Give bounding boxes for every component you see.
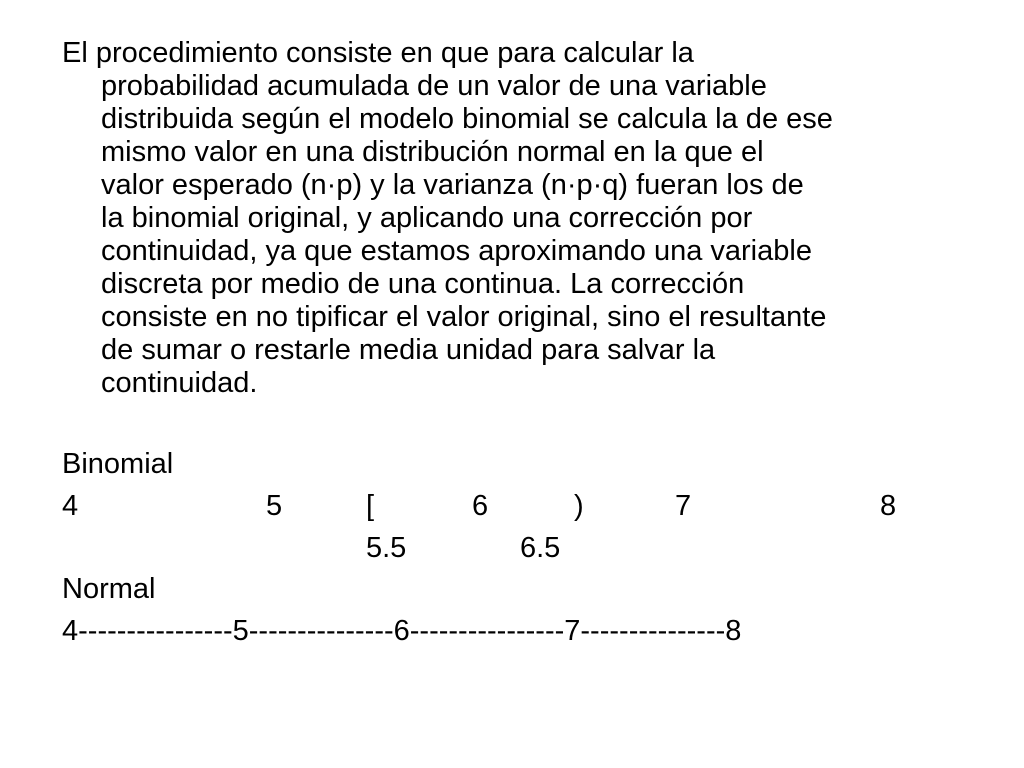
open-bracket: [: [366, 490, 375, 522]
paragraph-line: distribuida según el modelo binomial se calcula la de ese: [101, 103, 833, 135]
close-paren: ): [574, 490, 584, 522]
paragraph-line: de sumar o restarle media unidad para salvar la: [101, 334, 716, 366]
binomial-value: 6: [472, 490, 489, 522]
paragraph-line: discreta por medio de una continua. La corrección: [101, 268, 745, 300]
paragraph-line: probabilidad acumulada de un valor de una variable: [101, 70, 767, 102]
paragraph-line: la binomial original, y aplicando una corrección por: [101, 202, 753, 234]
paragraph-line: continuidad, ya que estamos aproximando una variable: [101, 235, 812, 267]
normal-axis: 4----------------5---------------6----------------7---------------8: [62, 615, 742, 647]
lower-bound: 5.5: [366, 532, 407, 564]
binomial-value: 4: [62, 490, 79, 522]
binomial-value: 5: [266, 490, 283, 522]
paragraph-line: El procedimiento consiste en que para calcular la: [62, 37, 694, 69]
paragraph-line: mismo valor en una distribución normal en la que el: [101, 136, 764, 168]
binomial-value: 7: [675, 490, 692, 522]
normal-label: Normal: [62, 573, 156, 605]
upper-bound: 6.5: [520, 532, 561, 564]
paragraph-line: valor esperado (n·p) y la varianza (n·p·q) fueran los de: [101, 169, 804, 201]
paragraph-line: continuidad.: [101, 367, 258, 399]
binomial-value: 8: [880, 490, 897, 522]
binomial-label: Binomial: [62, 448, 174, 480]
paragraph-line: consiste en no tipificar el valor original, sino el resultante: [101, 301, 827, 333]
